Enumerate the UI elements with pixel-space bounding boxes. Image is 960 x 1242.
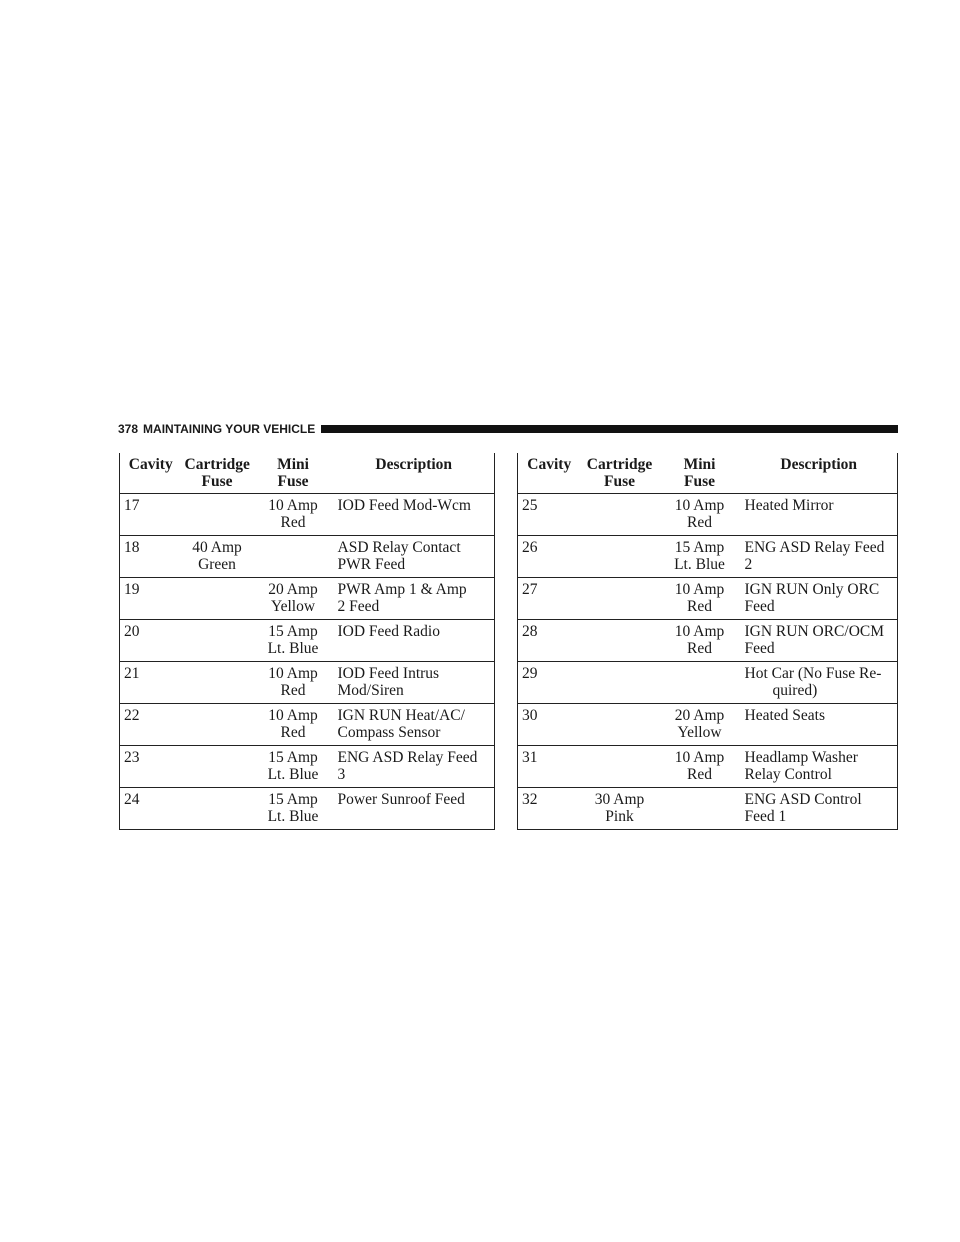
description-cell: ENG ASD Relay Feed 2 [741, 536, 898, 578]
cavity-cell: 20 [120, 620, 182, 662]
description-cell: Headlamp Washer Relay Control [741, 746, 898, 788]
mini-fuse-cell: 20 Amp Yellow [253, 578, 334, 620]
cavity-cell: 27 [518, 578, 581, 620]
header-mini-fuse: Mini Fuse [659, 453, 741, 494]
mini-fuse-cell [659, 662, 741, 704]
page-number: 378 [118, 422, 139, 436]
cartridge-fuse-cell [182, 620, 253, 662]
table-row [120, 746, 495, 788]
cavity-cell: 23 [120, 746, 182, 788]
description-cell: PWR Amp 1 & Amp 2 Feed [334, 578, 495, 620]
cartridge-fuse-cell [182, 494, 253, 536]
header-cartridge-fuse: Cartridge Fuse [182, 453, 253, 494]
mini-fuse-cell: 20 Amp Yellow [659, 704, 741, 746]
table-row [120, 578, 495, 620]
cartridge-fuse-cell [581, 746, 659, 788]
header-cavity: Cavity [120, 453, 182, 494]
table-row [120, 788, 495, 830]
description-cell: Heated Seats [741, 704, 898, 746]
table-row [120, 494, 495, 536]
mini-fuse-cell: 15 Amp Lt. Blue [253, 746, 334, 788]
cartridge-fuse-cell [581, 578, 659, 620]
header-cartridge-fuse: Cartridge Fuse [581, 453, 659, 494]
mini-fuse-cell: 10 Amp Red [659, 494, 741, 536]
cartridge-fuse-cell [182, 704, 253, 746]
table-row [518, 578, 898, 620]
header-description: Description [334, 453, 495, 494]
description-cell: IOD Feed Intrus Mod/Siren [334, 662, 495, 704]
cartridge-fuse-cell [581, 662, 659, 704]
description-cell: Heated Mirror [741, 494, 898, 536]
mini-fuse-cell: 10 Amp Red [659, 620, 741, 662]
description-cell: IGN RUN ORC/OCM Feed [741, 620, 898, 662]
mini-fuse-cell: 10 Amp Red [253, 662, 334, 704]
fuse-table-left [119, 453, 495, 830]
table-row [518, 494, 898, 536]
cartridge-fuse-cell [581, 620, 659, 662]
table-row [518, 620, 898, 662]
table-row [518, 746, 898, 788]
mini-fuse-cell: 10 Amp Red [659, 746, 741, 788]
cavity-cell: 32 [518, 788, 581, 830]
mini-fuse-cell: 10 Amp Red [253, 704, 334, 746]
page-header [118, 421, 898, 437]
description-cell: Hot Car (No Fuse Re- quired) [741, 662, 898, 704]
cavity-cell: 30 [518, 704, 581, 746]
cavity-cell: 21 [120, 662, 182, 704]
cavity-cell: 31 [518, 746, 581, 788]
mini-fuse-cell: 10 Amp Red [253, 494, 334, 536]
cavity-cell: 19 [120, 578, 182, 620]
cartridge-fuse-cell: 30 Amp Pink [581, 788, 659, 830]
description-cell: IGN RUN Only ORC Feed [741, 578, 898, 620]
cartridge-fuse-cell [182, 662, 253, 704]
mini-fuse-cell [659, 788, 741, 830]
table-row [518, 662, 898, 704]
table-row [120, 536, 495, 578]
section-title: MAINTAINING YOUR VEHICLE [143, 422, 316, 436]
description-cell: IGN RUN Heat/AC/ Compass Sensor [334, 704, 495, 746]
description-cell: IOD Feed Radio [334, 620, 495, 662]
header-description: Description [741, 453, 898, 494]
cartridge-fuse-cell [182, 746, 253, 788]
table-row [518, 536, 898, 578]
header-mini-fuse: Mini Fuse [253, 453, 334, 494]
table-row [120, 620, 495, 662]
mini-fuse-cell: 15 Amp Lt. Blue [253, 620, 334, 662]
cartridge-fuse-cell [581, 704, 659, 746]
cavity-cell: 25 [518, 494, 581, 536]
cavity-cell: 26 [518, 536, 581, 578]
mini-fuse-cell [253, 536, 334, 578]
cartridge-fuse-cell [581, 494, 659, 536]
table-row [518, 704, 898, 746]
cavity-cell: 28 [518, 620, 581, 662]
mini-fuse-cell: 15 Amp Lt. Blue [659, 536, 741, 578]
fuse-table-right [517, 453, 898, 830]
description-cell: ENG ASD Relay Feed 3 [334, 746, 495, 788]
cavity-cell: 22 [120, 704, 182, 746]
description-cell: ENG ASD Control Feed 1 [741, 788, 898, 830]
mini-fuse-cell: 10 Amp Red [659, 578, 741, 620]
table-row [120, 662, 495, 704]
description-cell: Power Sunroof Feed [334, 788, 495, 830]
table-row [518, 788, 898, 830]
cavity-cell: 17 [120, 494, 182, 536]
header-rule [321, 425, 898, 433]
header-cavity: Cavity [518, 453, 581, 494]
cavity-cell: 29 [518, 662, 581, 704]
cartridge-fuse-cell [182, 788, 253, 830]
table-header-row [518, 453, 898, 494]
table-header-row [120, 453, 495, 494]
table-row [120, 704, 495, 746]
cartridge-fuse-cell: 40 Amp Green [182, 536, 253, 578]
cartridge-fuse-cell [182, 578, 253, 620]
mini-fuse-cell: 15 Amp Lt. Blue [253, 788, 334, 830]
cavity-cell: 18 [120, 536, 182, 578]
description-cell: IOD Feed Mod-Wcm [334, 494, 495, 536]
cavity-cell: 24 [120, 788, 182, 830]
description-cell: ASD Relay Contact PWR Feed [334, 536, 495, 578]
cartridge-fuse-cell [581, 536, 659, 578]
